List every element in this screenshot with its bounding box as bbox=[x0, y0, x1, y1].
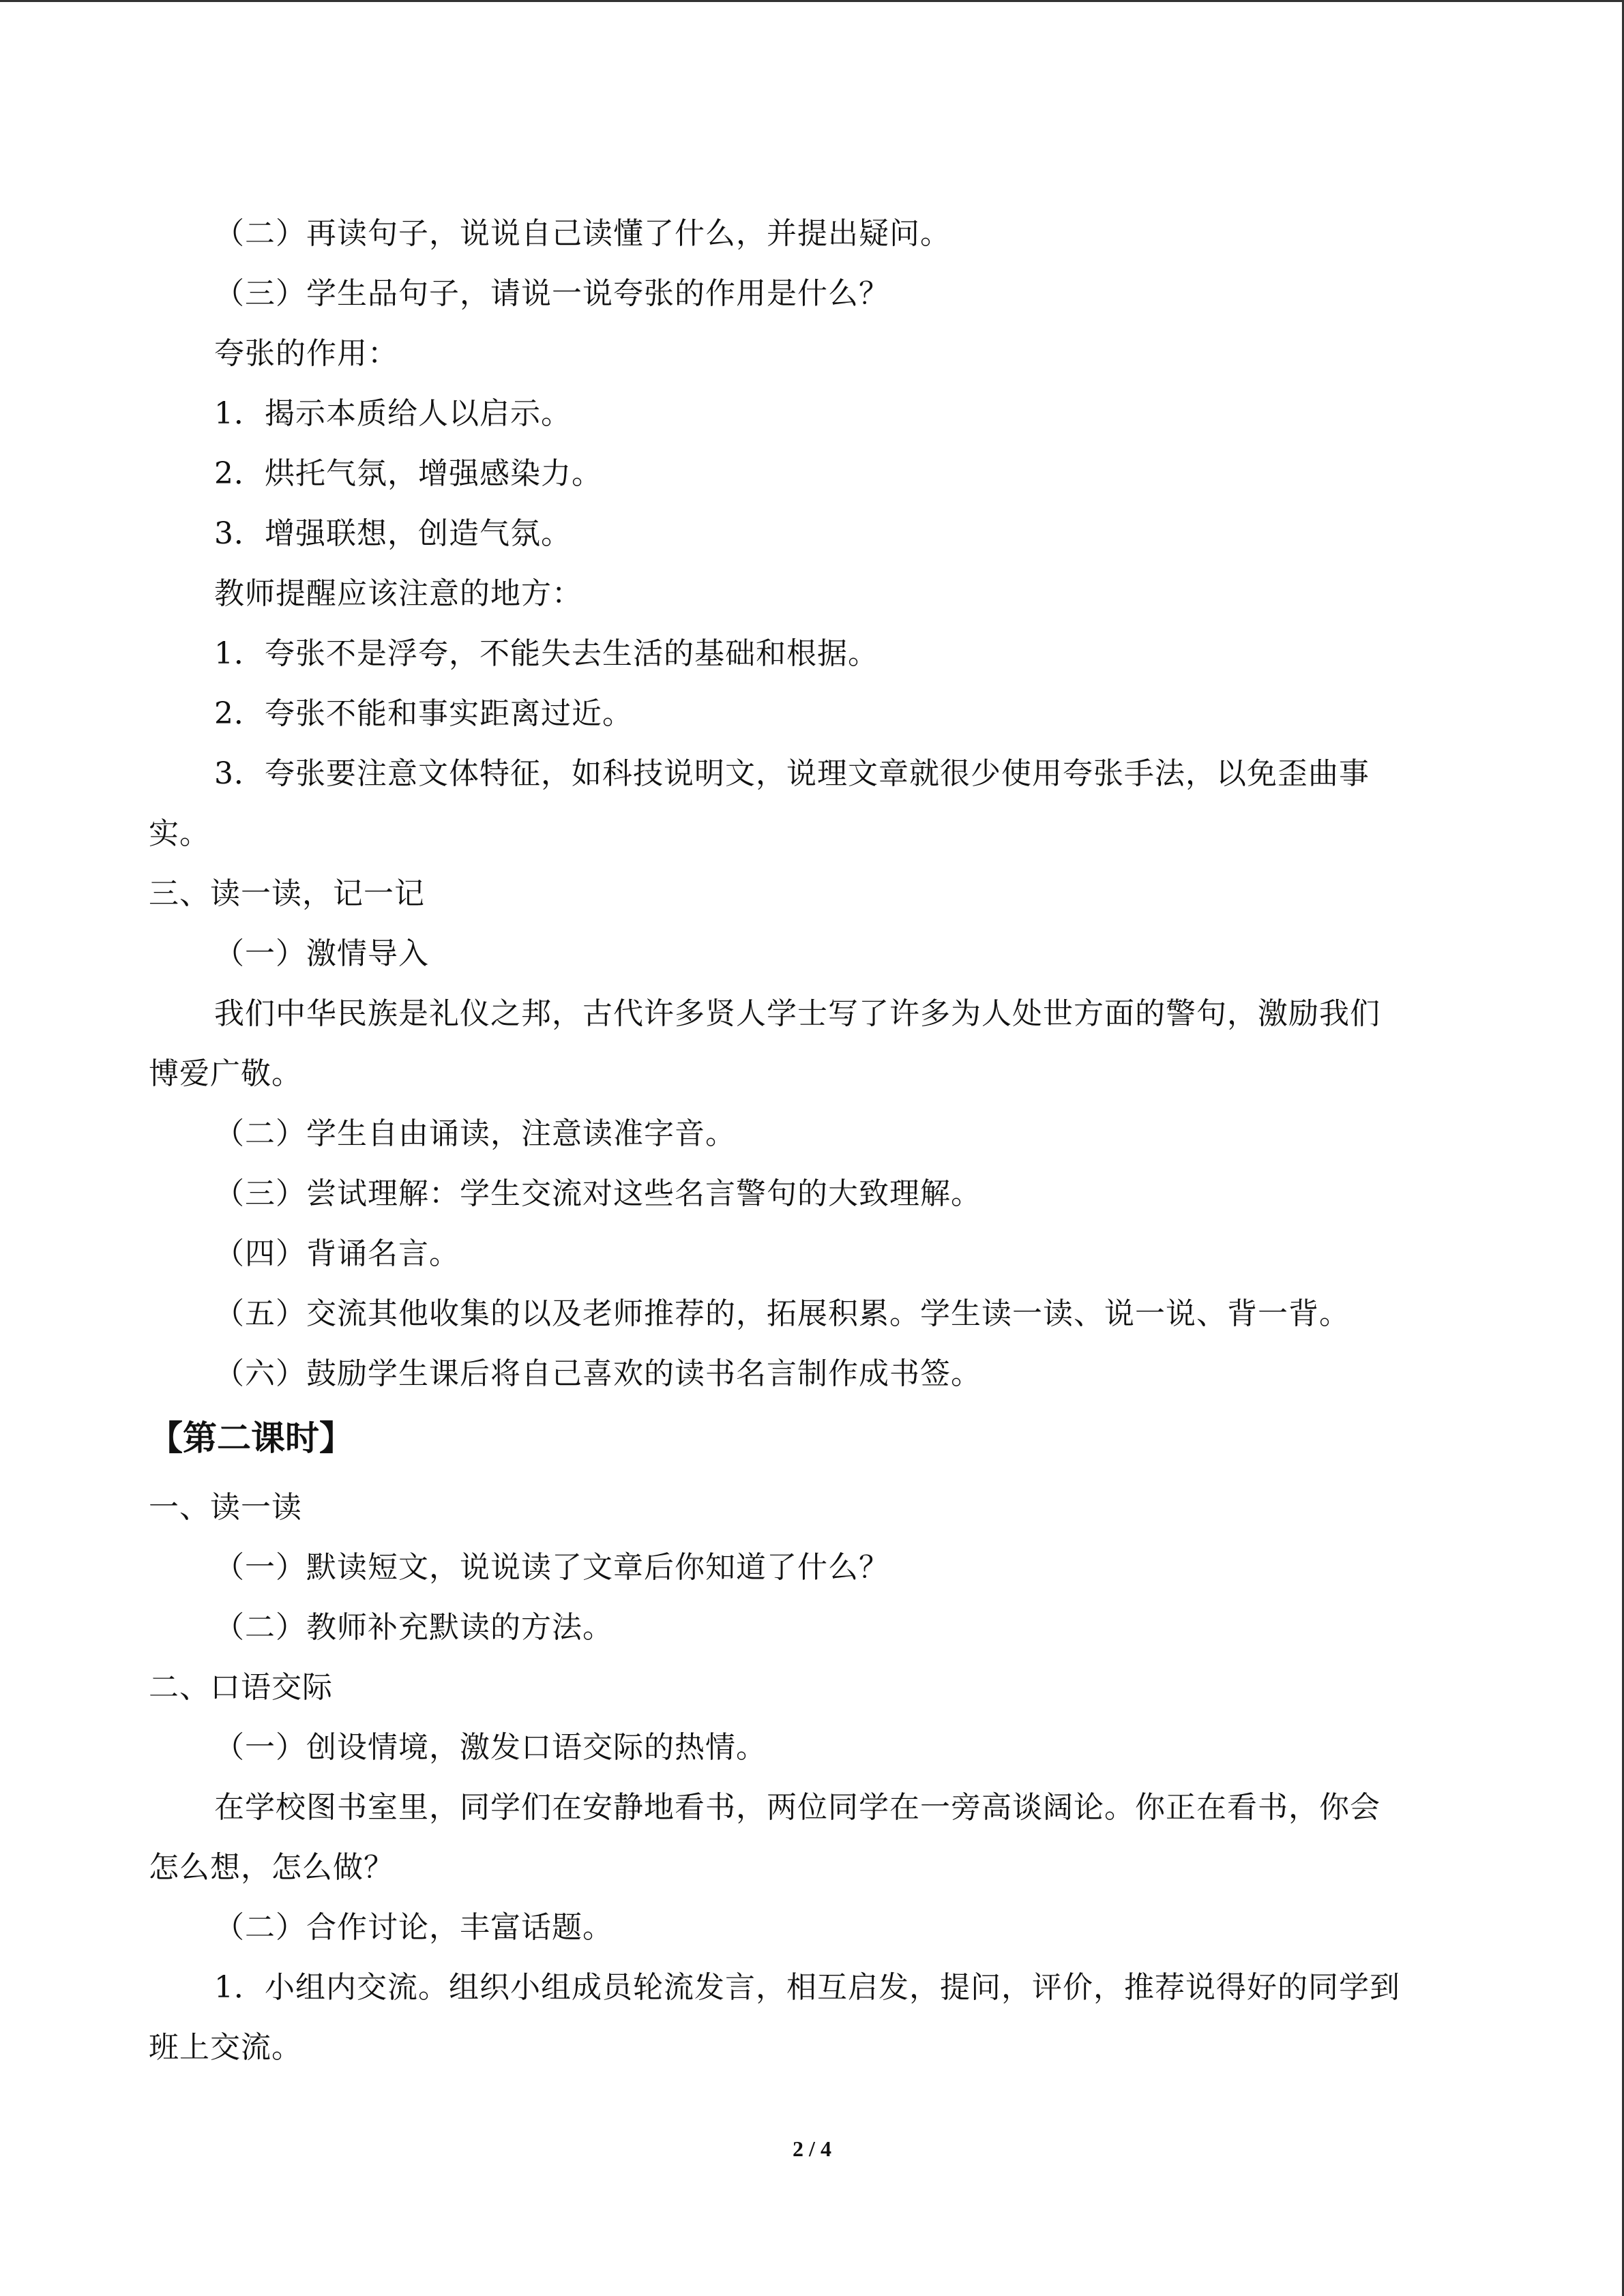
text-line: 班上交流。 bbox=[149, 2030, 302, 2065]
text-line: （一）创设情境，激发口语交际的热情。 bbox=[214, 1730, 767, 1765]
text-line: （一）激情导入 bbox=[214, 936, 429, 971]
text-line: 3．夸张要注意文体特征，如科技说明文，说理文章就很少使用夸张手法，以免歪曲事 bbox=[214, 756, 1370, 791]
text-line: 我们中华民族是礼仪之邦，古代许多贤人学士写了许多为人处世方面的警句，激励我们 bbox=[214, 996, 1381, 1031]
text-line: 2．夸张不能和事实距离过近。 bbox=[214, 696, 633, 731]
text-line: （二）合作讨论，丰富话题。 bbox=[214, 1910, 613, 1945]
text-line: （四）背诵名言。 bbox=[214, 1236, 460, 1271]
section-heading: 一、读一读 bbox=[149, 1490, 302, 1525]
text-line: （二）学生自由诵读，注意读准字音。 bbox=[214, 1116, 736, 1151]
text-line: （三）尝试理解：学生交流对这些名言警句的大致理解。 bbox=[214, 1176, 981, 1211]
text-line: 3．增强联想，创造气氛。 bbox=[214, 516, 572, 551]
section-heading: 三、读一读，记一记 bbox=[149, 876, 425, 911]
text-line: 1．小组内交流。组织小组成员轮流发言，相互启发，提问，评价，推荐说得好的同学到 bbox=[214, 1970, 1400, 2005]
lesson-heading: 【第二课时】 bbox=[149, 1418, 353, 1458]
section-heading: 二、口语交际 bbox=[149, 1670, 333, 1705]
text-line: 2．烘托气氛，增强感染力。 bbox=[214, 456, 602, 491]
page-number: 2 / 4 bbox=[793, 2136, 831, 2161]
text-line: 实。 bbox=[149, 816, 210, 851]
text-line: （五）交流其他收集的以及老师推荐的，拓展积累。学生读一读、说一说、背一背。 bbox=[214, 1296, 1350, 1331]
text-line: （六）鼓励学生课后将自己喜欢的读书名言制作成书签。 bbox=[214, 1356, 981, 1391]
text-line: （二）再读句子，说说自己读懂了什么，并提出疑问。 bbox=[214, 216, 951, 251]
text-line: 博爱广敬。 bbox=[149, 1056, 302, 1091]
text-line: 1．揭示本质给人以启示。 bbox=[214, 396, 572, 431]
text-line: 怎么想，怎么做？ bbox=[149, 1850, 394, 1885]
text-line: 在学校图书室里，同学们在安静地看书，两位同学在一旁高谈阔论。你正在看书，你会 bbox=[214, 1790, 1381, 1825]
text-line: 夸张的作用： bbox=[214, 336, 398, 371]
document-body bbox=[149, 204, 1486, 2078]
text-line: （三）学生品句子，请说一说夸张的作用是什么？ bbox=[214, 276, 889, 311]
text-line: 教师提醒应该注意的地方： bbox=[214, 576, 582, 611]
text-line: （二）教师补充默读的方法。 bbox=[214, 1610, 613, 1645]
text-line: （一）默读短文，说说读了文章后你知道了什么？ bbox=[214, 1550, 889, 1585]
text-line: 1．夸张不是浮夸，不能失去生活的基础和根据。 bbox=[214, 636, 879, 671]
